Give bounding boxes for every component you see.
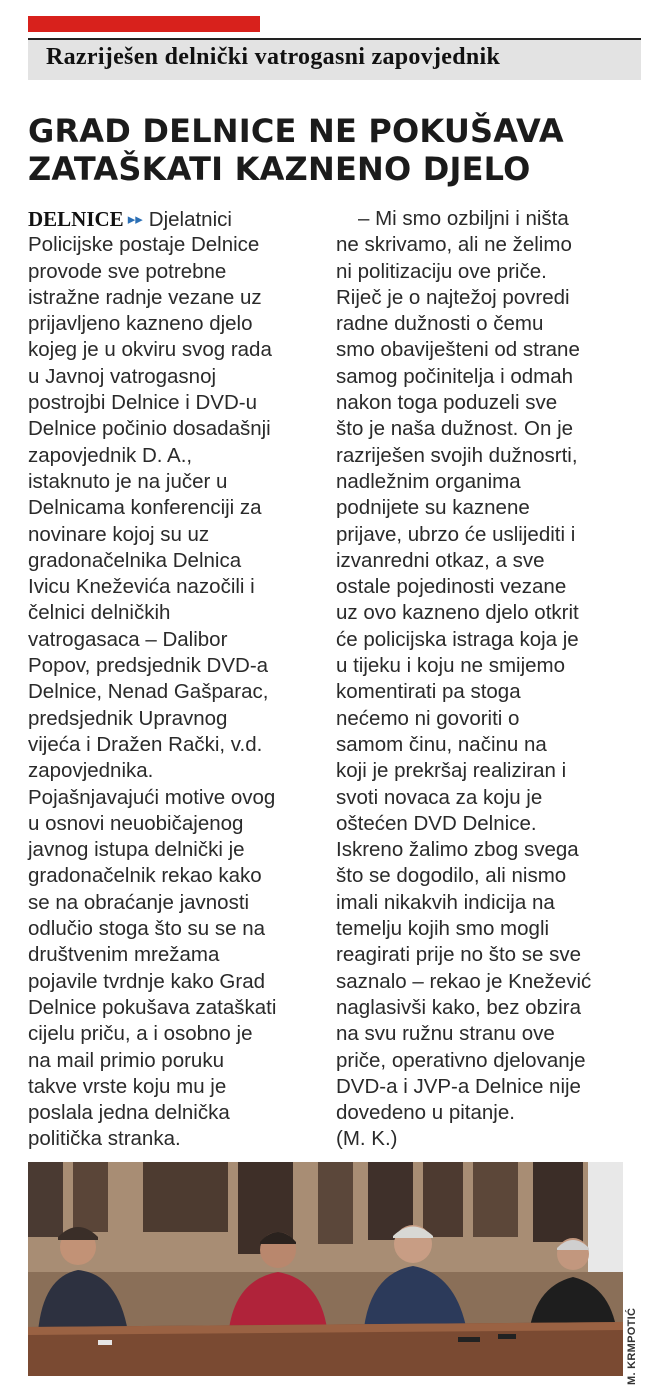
article-text: Delnice pokušava zataškati	[28, 995, 277, 1019]
article-line	[28, 732, 318, 758]
photo-credit: M. KRMPOTIĆ	[626, 1307, 638, 1385]
article-line: razriješen svojih dužnosrti,	[336, 443, 578, 467]
article-line: što se dogodilo, ali nismo	[336, 864, 567, 888]
article-line: ne skrivamo, ali ne želimo	[336, 233, 572, 257]
article-line	[28, 600, 318, 626]
article-line: DVD-a i JVP-a Delnice nije	[336, 1074, 581, 1098]
article-text: se na obraćanje javnosti	[28, 890, 250, 914]
article-line	[28, 916, 318, 942]
press-conference-photo	[28, 1162, 623, 1376]
article-line: Iskreno žalimo zbog svega	[336, 838, 579, 862]
article-text: Delnice, Nenad Gašparac,	[28, 680, 269, 704]
article-line	[28, 311, 318, 337]
article-text: vatrogasaca – Dalibor	[28, 627, 228, 651]
article-line	[28, 495, 318, 521]
article-text: Policijske postaje Delnice	[28, 233, 260, 257]
article-text: zapovjednik D. A.,	[28, 443, 193, 467]
article-line	[28, 206, 318, 232]
article-text: pojavile tvrdnje kako Grad	[28, 969, 266, 993]
article-line	[28, 995, 318, 1021]
article-line	[28, 1021, 318, 1047]
article-line	[28, 443, 318, 469]
article-line: nakon toga poduzeli sve	[336, 391, 558, 415]
kicker: Razriješen delnički vatrogasni zapovjednik	[46, 44, 501, 70]
article-line	[28, 1048, 318, 1074]
article-line	[28, 232, 318, 258]
article-line	[28, 785, 318, 811]
article-line: ni politizaciju ove priče.	[336, 259, 547, 283]
dateline: DELNICE	[28, 207, 124, 231]
article-line: svoti novaca za koju je	[336, 785, 543, 809]
article-line: komentirati pa stoga	[336, 680, 521, 704]
article-line	[28, 390, 318, 416]
article-line: prijave, ubrzo će uslijediti i	[336, 522, 576, 546]
article-line: imali nikakvih indicija na	[336, 890, 555, 914]
article-line	[28, 706, 318, 732]
article-line: oštećen DVD Delnice.	[336, 811, 537, 835]
article-text: društvenim mrežama	[28, 943, 220, 967]
article-text: takve vrste koju mu je	[28, 1074, 227, 1098]
article-text: predsjednik Upravnog	[28, 706, 228, 730]
article-line: priče, operativno djelovanje	[336, 1048, 586, 1072]
article-line	[28, 679, 318, 705]
article-line	[28, 969, 318, 995]
article-text: gradonačelnik rekao kako	[28, 864, 262, 888]
article-line	[28, 758, 318, 784]
article-line	[28, 942, 318, 968]
article-line	[28, 627, 318, 653]
article-column-left	[28, 206, 318, 1153]
article-text: gradonačelnika Delnica	[28, 548, 242, 572]
article-line	[28, 890, 318, 916]
article-line: izvanredni otkaz, a sve	[336, 548, 545, 572]
article-line: radne dužnosti o čemu	[336, 312, 544, 336]
article-text: u Javnoj vatrogasnoj	[28, 364, 217, 388]
article-text: odlučio stoga što su se na	[28, 917, 266, 941]
article-text: zapovjednika.	[28, 759, 154, 783]
article-text: na mail primio poruku	[28, 1048, 224, 1072]
article-line	[28, 522, 318, 548]
article-line: na svu ružnu stranu ove	[336, 1022, 555, 1046]
article-line: nećemo ni govoriti o	[336, 706, 520, 730]
article-text: Delnice počinio dosadašnji	[28, 417, 271, 441]
article-line: temelju kojih smo mogli	[336, 917, 550, 941]
article-text: u osnovi neuobičajenog	[28, 811, 244, 835]
article-text: kojeg je u okviru svog rada	[28, 338, 272, 362]
article-line	[28, 416, 318, 442]
article-text: Pojašnjavajući motive ovog	[28, 785, 276, 809]
article-line: samog počinitelja i odmah	[336, 364, 574, 388]
article-line: naglasivši kako, bez obzira	[336, 995, 581, 1019]
article-line: u tijeku i koju ne smijemo	[336, 654, 566, 678]
article-line: nadležnim organima	[336, 469, 521, 493]
article-text: istaknuto je na jučer u	[28, 469, 228, 493]
article-line	[28, 337, 318, 363]
article-line	[28, 259, 318, 285]
article-text: Delnicama konferenciji za	[28, 496, 262, 520]
article-line: saznalo – rekao je Knežević	[336, 969, 592, 993]
headline-line: GRAD DELNICE NE POKUŠAVA	[28, 112, 564, 150]
article-line	[28, 574, 318, 600]
article-text: Ivicu Kneževića nazočili i	[28, 575, 255, 599]
article-line	[28, 1100, 318, 1126]
article-line	[28, 863, 318, 889]
article-text: javnog istupa delnički je	[28, 838, 245, 862]
article-line: ostale pojedinosti vezane	[336, 575, 567, 599]
article-text: cijelu priču, a i osobno je	[28, 1022, 253, 1046]
article-line: – Mi smo ozbiljni i ništa	[358, 207, 569, 230]
article-line: dovedeno u pitanje.	[336, 1101, 515, 1125]
headline-line: ZATAŠKATI KAZNENO DJELO	[28, 150, 531, 188]
article-column-right	[336, 206, 636, 1153]
article-line: podnijete su kaznene	[336, 496, 530, 520]
article-text: politička stranka.	[28, 1127, 181, 1151]
article-text: provode sve potrebne	[28, 259, 227, 283]
article-line	[28, 285, 318, 311]
accent-bar	[28, 16, 260, 32]
article-text: prijavljeno kazneno djelo	[28, 312, 253, 336]
article-line: uz ovo kazneno djelo otkrit	[336, 601, 579, 625]
article-text: postrojbi Delnice i DVD-u	[28, 391, 258, 415]
article-line	[28, 1074, 318, 1100]
headline	[28, 112, 648, 188]
article-line: će policijska istraga koja je	[336, 627, 579, 651]
article-line	[28, 1126, 318, 1152]
article-line: što je naša dužnost. On je	[336, 417, 574, 441]
article-line	[28, 837, 318, 863]
article-line: (M. K.)	[336, 1127, 398, 1151]
article-line: samom činu, načinu na	[336, 732, 547, 756]
article-line	[28, 811, 318, 837]
article-text: novinare kojoj su uz	[28, 522, 210, 546]
article-text: Popov, predsjednik DVD-a	[28, 654, 269, 678]
article-text: vijeća i Dražen Rački, v.d.	[28, 732, 263, 756]
article-text: čelnici delničkih	[28, 601, 171, 625]
article-line: smo obaviješteni od strane	[336, 338, 580, 362]
article-line	[28, 469, 318, 495]
article-line: Riječ je o najtežoj povredi	[336, 285, 570, 309]
double-chevron-right-icon: ▸▸	[127, 211, 143, 228]
article-line: koji je prekršaj realiziran i	[336, 759, 567, 783]
article-text: istražne radnje vezane uz	[28, 285, 262, 309]
article-line	[28, 364, 318, 390]
article-text: poslala jedna delnička	[28, 1101, 230, 1125]
article-line: reagirati prije no što se sve	[336, 943, 581, 967]
article-line	[28, 548, 318, 574]
article-line	[28, 653, 318, 679]
article-text: Djelatnici	[148, 208, 232, 231]
